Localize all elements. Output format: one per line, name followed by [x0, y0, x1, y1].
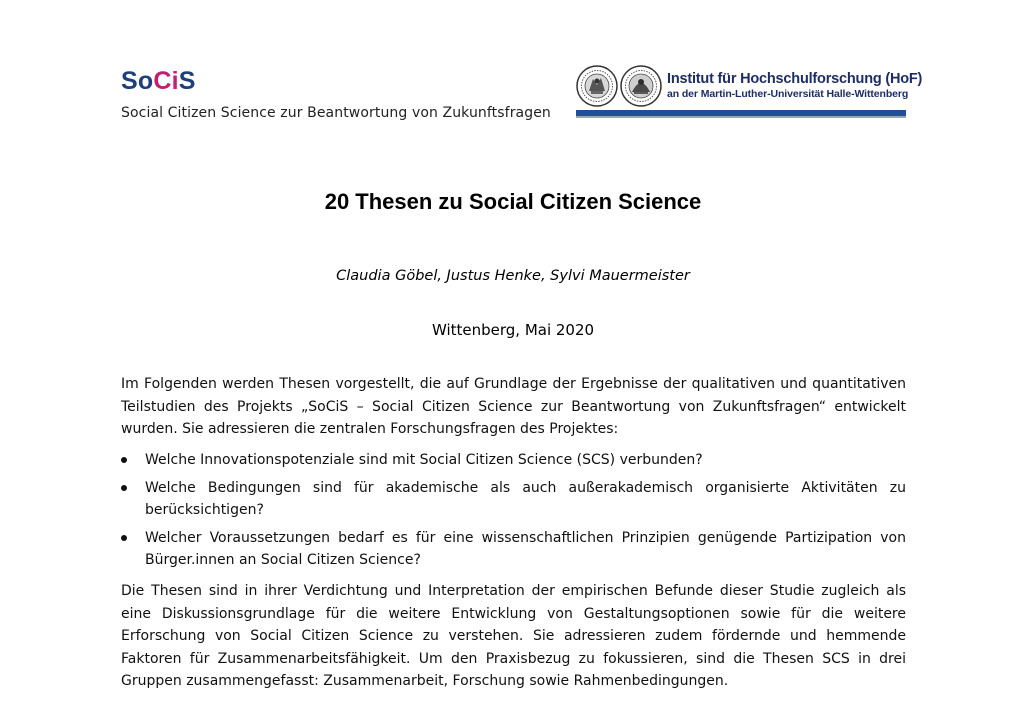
hof-title: Institut für Hochschulforschung (HoF): [667, 71, 923, 87]
bullet-icon: [121, 485, 127, 491]
list-item-text: Welche Bedingungen sind für akademische als auch außerakademisch organisierte Aktivitäten zu berücksichtigen?: [145, 479, 906, 518]
logo-part-s: S: [178, 67, 196, 95]
socis-logo-wordmark: [121, 66, 551, 96]
hof-subtitle: an der Martin-Luther-Universität Halle-Wittenberg: [667, 88, 909, 100]
outro-paragraph: Die Thesen sind in ihrer Verdichtung und Interpretation der empirischen Befunde dieser Studie zugleich als eine Diskussionsgrundlage für die weitere Entwicklung von Gestaltungsoptionen sowie für die weitere Erforschung von Social Citizen Science zu verstehen. Sie adressieren zudem fördernde und hemmende Faktoren für Zusammenarbeitsfähigkeit. Um den Praxisbezug zu fokussieren, sind die Thesen SCS in drei Gruppen zusammengefasst: Zusammenarbeit, Forschung sowie Rahmenbedingungen.: [121, 583, 906, 689]
list-item-text: Welche Innovationspotenziale sind mit Social Citizen Science (SCS) verbunden?: [145, 452, 703, 468]
intro-paragraph: Im Folgenden werden Thesen vorgestellt, die auf Grundlage der Ergebnisse der qualitativen und quantitativen Teilstudien des Projekts „SoCiS – Social Citizen Science zur Beantwortung von Zukunftsfragen“ entwickelt wurden. Sie adressieren die zentralen Forschungsfragen des Projektes:: [121, 376, 906, 437]
list-item-text: Welcher Voraussetzungen bedarf es für eine wissenschaftlichen Prinzipien genügende Partizipation von Bürger.innen an Social Citizen Science?: [145, 529, 906, 568]
document-title: 20 Thesen zu Social Citizen Science: [324, 189, 702, 214]
hof-text: [667, 71, 922, 101]
socis-logo: [121, 66, 551, 121]
hof-header-rule-shadow: [576, 116, 906, 118]
list-item: [121, 527, 906, 572]
logo-part-ci: Ci: [153, 67, 179, 95]
research-questions-list: [121, 449, 906, 577]
bullet-icon: [121, 457, 127, 463]
bullet-icon: [121, 535, 127, 541]
university-seal-icon: [620, 65, 662, 107]
document-place-date: Wittenberg, Mai 2020: [431, 321, 595, 339]
hof-institute-logo: [576, 65, 923, 121]
university-seal-icon: [576, 65, 618, 107]
document-authors: Claudia Göbel, Justus Henke, Sylvi Mauermeister: [336, 268, 690, 284]
logo-part-so: So: [121, 67, 154, 95]
list-item: [121, 477, 906, 522]
socis-subtitle: Social Citizen Science zur Beantwortung von Zukunftsfragen: [121, 105, 551, 121]
list-item: [121, 449, 906, 472]
